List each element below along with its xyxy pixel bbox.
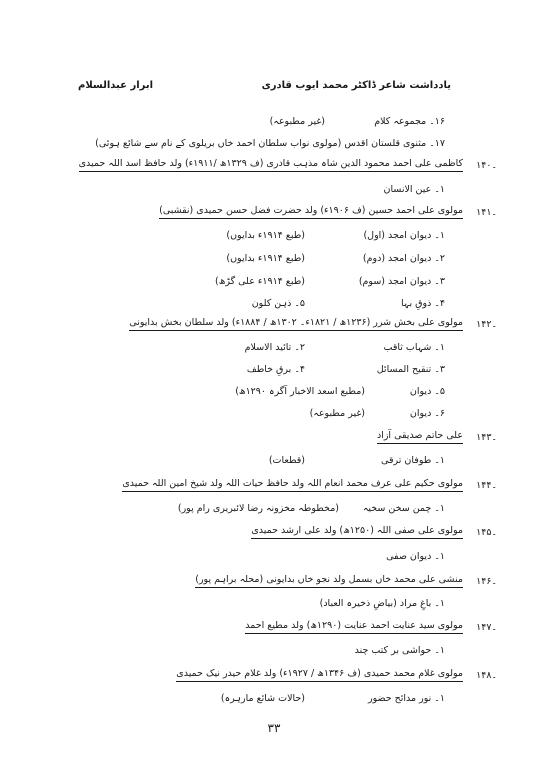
entry-item: ۱۔ طوفان ترقی — [381, 455, 445, 466]
entry-number: ۔۱۴۱ — [476, 207, 497, 218]
entry-item: ۵۔ دیوان — [409, 386, 445, 397]
entry-note: (طبع ۱۹۱۴ء علی گڑھ) — [215, 276, 305, 287]
entry-number: ۔۱۴۵ — [476, 527, 497, 538]
entry-item: ۲۔ تائید الاسلام — [244, 342, 305, 353]
entry-heading: علی حاتم صدیقی آزاد — [377, 430, 463, 444]
entry-note: ۵۔ ذہن کلون — [251, 298, 305, 309]
entry-item: ۲۔ دیوان امجد (دوم) — [362, 253, 445, 264]
entry-heading: کاظمی علی احمد محمود الدین شاہ مذہب قادری (ف ۱۳۲۹ھ /۱۹۱۱ء) ولد حافظ اسد اللہ حمیدی — [79, 158, 463, 172]
entry-number: ۔۱۴۷ — [476, 622, 497, 633]
entry-item: ۱۷۔ مثنوی قلستان اقدس (مولوی نواب سلطان احمد خاں بریلوی کے نام سے شائع ہوئی) — [95, 138, 445, 149]
entry-item: ۱۔ عین الانسان — [383, 184, 445, 195]
running-header-left: ابرار عبدالسلام — [78, 80, 154, 91]
entry-heading: مولوی علی بخش شرر (۱۲۳۶ھ / ۱۸۲۱ء۔ ۱۳۰۲ھ / ۱۸۸۴ء) ولد سلطان بخش بدایونی — [129, 317, 463, 331]
entry-number: ۔۱۴۲ — [476, 319, 497, 330]
entry-item: ۱۔ باغِ مراد (بیاضِ ذخیرہ العباد) — [319, 598, 445, 609]
entry-heading: مولوی حکیم علی عرف محمد انعام اللہ ولد حافظ حیات اللہ ولد شیخ امین اللہ حمیدی — [122, 478, 463, 492]
entry-note: (طبع ۱۹۱۴ء بدایوں) — [226, 230, 305, 241]
entry-note: (مطبع اسعد الاخبار آگرہ ۱۲۹۰ھ) — [235, 386, 365, 397]
entry-note: (حالات شائع مارہرہ) — [220, 693, 305, 704]
entry-note: (مخطوطہ مخزونہ رضا لائبریری رام پور) — [177, 503, 339, 514]
page-number: ۳۳ — [267, 721, 281, 735]
entry-note: (غیر مطبوعہ) — [309, 408, 365, 419]
entry-item: ۴۔ برقِ خاطف — [246, 364, 305, 375]
entry-heading: منشی علی محمد خاں بسمل ولد نجو خاں بدایونی (محلہ براہم پور) — [195, 574, 463, 588]
entry-item: ۳۔ دیوان امجد (سوم) — [358, 276, 445, 287]
entry-number: ۔۱۴۶ — [476, 576, 497, 587]
entry-item: ۳۔ تنقیح المسائل — [376, 364, 445, 375]
entry-number: ۔۱۴۸ — [476, 670, 497, 681]
entry-item: ۱۔ شہاب ثاقب — [383, 342, 445, 353]
entry-note: (غیر مطبوعہ) — [269, 116, 325, 127]
entry-item: ۱۔ نور مدائح حضور — [368, 693, 445, 704]
entry-number: ۔۱۴۴ — [476, 480, 497, 491]
entry-item: ۱۔ دیوان امجد (اول) — [363, 230, 445, 241]
entry-number: ۔۱۴۰ — [476, 160, 497, 171]
entry-number: ۔۱۴۳ — [476, 432, 497, 443]
running-header-right: یادداشت شاعر ڈاکٹر محمد ایوب قادری — [261, 80, 451, 91]
entry-item: ۱۔ حواشی بر کتب چند — [354, 645, 445, 656]
entry-item: ۱۔ دیوان صفی — [386, 551, 445, 562]
entry-note: (طبع ۱۹۱۴ء بدایوں) — [226, 253, 305, 264]
entry-item: ۴۔ ذوقِ بہا — [400, 298, 445, 309]
entry-item: ۱۶۔ مجموعہ کلام — [374, 116, 445, 127]
entry-heading: مولوی علی احمد حسین (ف ۱۹۰۶ء) ولد حضرت فضل حسن حمیدی (نقشبی) — [159, 205, 463, 219]
entry-note: (قطعات) — [268, 455, 305, 466]
entry-heading: مولوی غلام محمد حمیدی (ف ۱۳۴۶ھ / ۱۹۲۷ء) ولد غلام حیدر نیک حمیدی — [176, 668, 463, 682]
entry-item: ۶۔ دیوان — [409, 408, 445, 419]
entry-item: ۱۔ چمن سخن سخیہ — [362, 503, 445, 514]
entry-heading: مولوی سید عنایت احمد عنایت (۱۲۹۰ھ) ولد مطیع احمد — [245, 620, 463, 634]
entry-heading: مولوی علی صفی اللہ (۱۲۵۰ھ) ولد علی ارشد حمیدی — [251, 525, 463, 539]
